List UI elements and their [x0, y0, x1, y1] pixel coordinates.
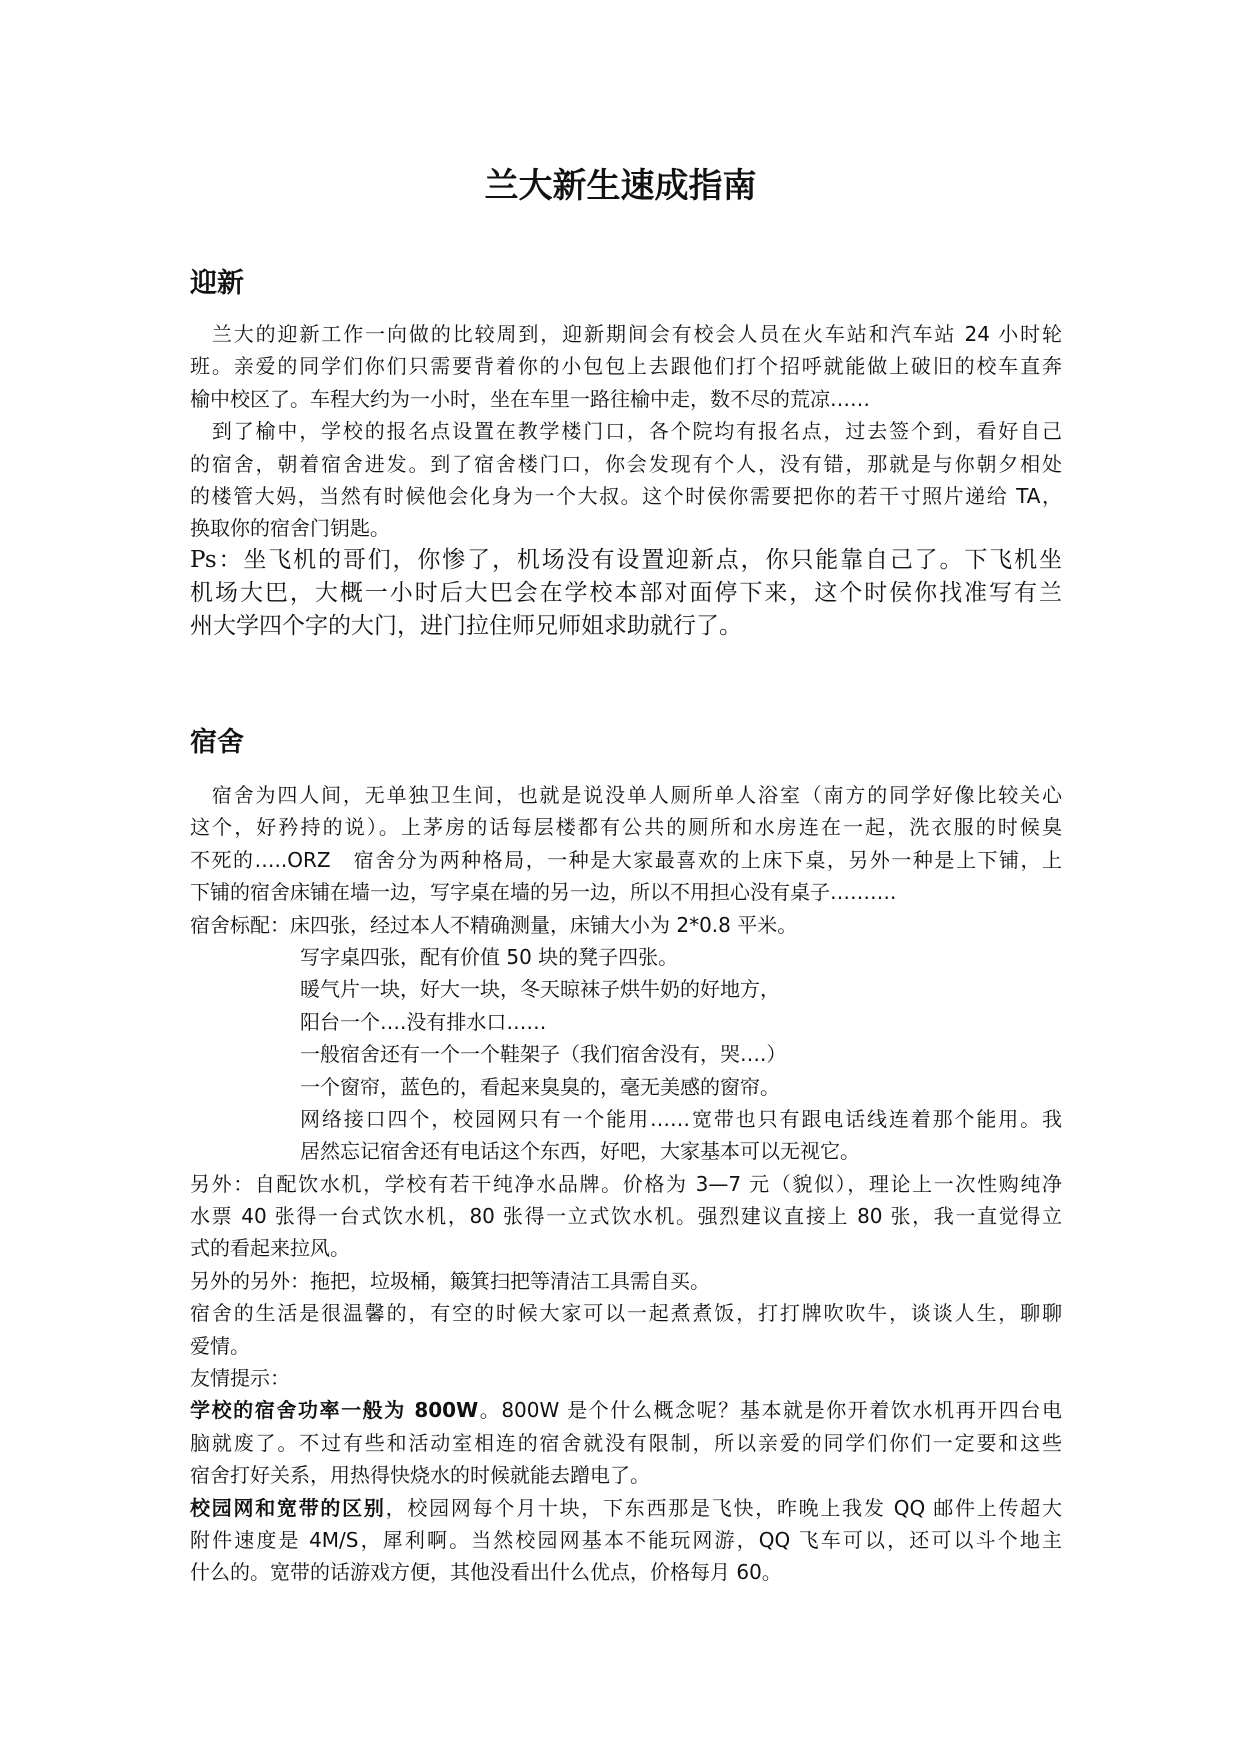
text-line: [190, 1006, 1062, 1038]
line-text: 什么的。宽带的话游戏方便，其他没看出什么优点，价格每月 60。: [190, 1560, 782, 1585]
line-text: 一般宿舍还有一个一个鞋架子（我们宿舍没有，哭….）: [300, 1042, 787, 1067]
line-text: 州大学四个字的大门，进门拉住师兄师姐求助就行了。: [190, 613, 742, 639]
line-text: 另外：自配饮水机，学校有若干纯净水品牌。价格为 3—7 元（貌似），理论上一次性购纯净: [190, 1171, 1062, 1196]
text-line: [190, 1038, 1062, 1070]
line-text: 爱情。: [190, 1333, 250, 1358]
text-line: [190, 610, 1062, 643]
dormitory-paragraphs: [190, 779, 1062, 1589]
line-text: 网络接口四个，校园网只有一个能用……宽带也只有跟电话线连着那个能用。我: [300, 1106, 1062, 1131]
text-line: [190, 1071, 1062, 1103]
line-text: 到了榆中，学校的报名点设置在教学楼门口，各个院均有报名点，过去签个到，看好自己: [190, 419, 1062, 444]
line-text: 机场大巴，大概一小时后大巴会在学校本部对面停下来，这个时侯你找准写有兰: [190, 580, 1062, 606]
line-text: 阳台一个….没有排水口……: [300, 1009, 547, 1034]
text-line: [190, 1297, 1062, 1329]
text-line: [190, 1232, 1062, 1264]
line-text: 宿舍打好关系，用热得快烧水的时候就能去蹭电了。: [190, 1463, 650, 1488]
text-line: [190, 1556, 1062, 1588]
line-text: 兰大的迎新工作一向做的比较周到，迎新期间会有校会人员在火车站和汽车站 24 小时轮: [190, 322, 1062, 346]
text-line: [190, 811, 1062, 843]
line-text: 榆中校区了。车程大约为一小时，坐在车里一路往榆中走，数不尽的荒凉……: [190, 386, 870, 411]
text-line: [190, 941, 1062, 973]
text-line: [190, 876, 1062, 908]
text-line: [190, 1524, 1062, 1556]
text-line: [190, 1168, 1062, 1200]
text-line: [190, 973, 1062, 1005]
line-text: 水票 40 张得一台式饮水机，80 张得一立式饮水机。强烈建议直接上 80 张，我一直觉得立: [190, 1204, 1062, 1229]
welcome-paragraphs: [190, 318, 1062, 545]
line-text: 的宿舍，朝着宿舍进发。到了宿舍楼门口，你会发现有个人，没有错，那就是与你朝夕相处: [190, 451, 1062, 476]
line-text: 班。亲爱的同学们你们只需要背着你的小包包上去跟他们打个招呼就能做上破旧的校车直奔: [190, 354, 1062, 379]
text-line: [190, 1200, 1062, 1232]
text-line: [190, 909, 1062, 941]
text-line: [190, 1103, 1062, 1135]
text-line: [190, 779, 1062, 811]
line-text: 换取你的宿舍门钥匙。: [190, 516, 390, 541]
line-text: 居然忘记宿舍还有电话这个东西，好吧，大家基本可以无视它。: [300, 1139, 860, 1164]
document-title: 兰大新生速成指南: [484, 166, 757, 206]
line-text: 这个，好矜持的说）。上茅房的话每层楼都有公共的厕所和水房连在一起，洗衣服的时候臭: [190, 815, 1062, 840]
text-line: [190, 1265, 1062, 1297]
text-line: [190, 1427, 1062, 1459]
text-line: [190, 1135, 1062, 1167]
bold-lead: 学校的宿舍功率一般为 800W: [190, 1398, 479, 1423]
text-line: [190, 448, 1062, 480]
line-text: 宿舍的生活是很温馨的，有空的时候大家可以一起煮煮饭，打打牌吹吹牛，谈谈人生，聊聊: [190, 1301, 1062, 1326]
line-text: 脑就废了。不过有些和活动室相连的宿舍就没有限制，所以亲爱的同学们你们一定要和这些: [190, 1430, 1062, 1455]
section-heading-dormitory: 宿舍: [190, 727, 244, 758]
text-line: [190, 415, 1062, 447]
text-line: [190, 1394, 1062, 1426]
line-text: 附件速度是 4M/S，犀利啊。当然校园网基本不能玩网游，QQ 飞车可以，还可以斗个地主: [190, 1527, 1062, 1552]
bold-lead: 校园网和宽带的区别: [190, 1495, 386, 1520]
line-text: 写字桌四张，配有价值 50 块的凳子四张。: [300, 944, 679, 969]
text-line: [190, 1492, 1062, 1524]
text-line: [190, 512, 1062, 544]
line-text: 另外的另外：拖把，垃圾桶，簸箕扫把等清洁工具需自买。: [190, 1268, 710, 1293]
text-line: [190, 1330, 1062, 1362]
line-text: 友情提示：: [190, 1366, 290, 1391]
text-line: [190, 480, 1062, 512]
line-text: 不死的…..ORZ 宿舍分为两种格局，一种是大家最喜欢的上床下桌，另外一种是上下铺，上: [190, 847, 1062, 872]
text-line: [190, 844, 1062, 876]
line-text: 下铺的宿舍床铺在墙一边，写字桌在墙的另一边，所以不用担心没有桌子……….: [190, 880, 897, 905]
text-line: [190, 350, 1062, 382]
line-text: 式的看起来拉风。: [190, 1236, 350, 1261]
line-text: ，校园网每个月十块，下东西那是飞快，昨晚上我发 QQ 邮件上传超大: [385, 1495, 1063, 1520]
line-text: 。800W 是个什么概念呢？基本就是你开着饮水机再开四台电: [478, 1398, 1062, 1423]
line-text: 宿舍标配：床四张，经过本人不精确测量，床铺大小为 2*0.8 平米。: [190, 912, 798, 937]
line-text: 的楼管大妈，当然有时候他会化身为一个大叔。这个时侯你需要把你的若干寸照片递给 TA，: [190, 483, 1062, 508]
text-line: [190, 1459, 1062, 1491]
text-line: [190, 1362, 1062, 1394]
section-heading-welcome: 迎新: [190, 268, 244, 299]
text-line: [190, 383, 1062, 415]
text-line: [190, 544, 1062, 577]
line-text: Ps：坐飞机的哥们，你惨了，机场没有设置迎新点，你只能靠自己了。下飞机坐: [190, 547, 1062, 573]
text-line: [190, 577, 1062, 610]
line-text: 暖气片一块，好大一块，冬天晾袜子烘牛奶的好地方，: [300, 977, 780, 1002]
line-text: 一个窗帘，蓝色的，看起来臭臭的，毫无美感的窗帘。: [300, 1074, 780, 1099]
line-text: 宿舍为四人间，无单独卫生间，也就是说没单人厕所单人浴室（南方的同学好像比较关心: [190, 783, 1062, 807]
welcome-ps-note: [190, 544, 1062, 643]
text-line: [190, 318, 1062, 350]
